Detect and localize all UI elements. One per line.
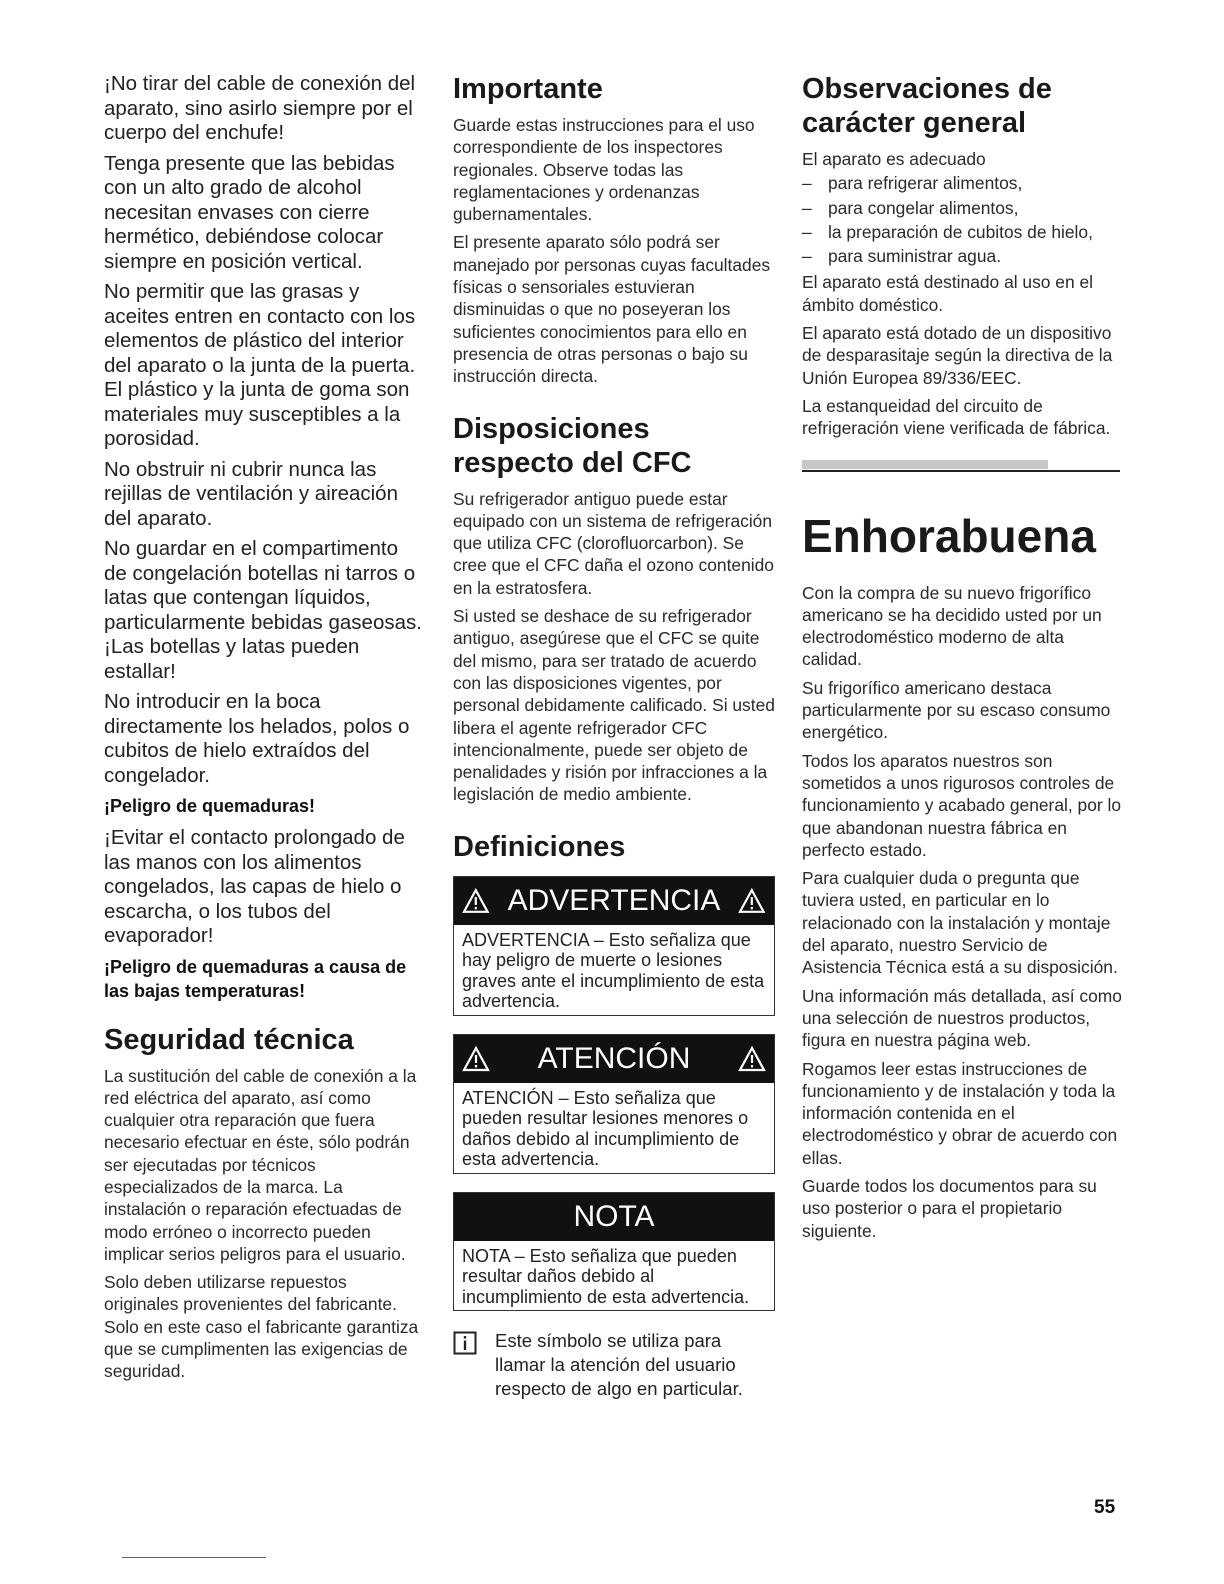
nota-box [453, 1192, 775, 1312]
nota-text: NOTA – Esto señaliza que pueden resultar daños debido al incumplimiento de esta advertencia. [462, 1245, 750, 1307]
paragraph: El presente aparato sólo podrá ser manejado por personas cuyas facultades físicas o sensoriales estuvieran disminuidas o que no poseyeran los suficientes conocimientos para ello en presencia de otras personas o bajo su instrucción directa. [453, 232, 771, 387]
paragraph: El aparato es adecuado [802, 149, 986, 169]
section-heading-definiciones: Definiciones [453, 830, 626, 863]
burn-warning: ¡Peligro de quemaduras! [104, 796, 316, 816]
atencion-text: ATENCIÓN – Esto señaliza que pueden resultar lesiones menores o daños debido al incumplimiento de esta advertencia. [462, 1087, 749, 1170]
nota-title: NOTA [573, 1199, 655, 1233]
column-1 [104, 72, 422, 1389]
info-note [453, 1329, 775, 1401]
paragraph: Guarde todos los documentos para su uso posterior o para el propietario siguiente. [802, 1175, 1097, 1241]
paragraph: ¡Evitar el contacto prolongado de las manos con los alimentos congelados, las capas de hielo o escarcha, o los tubos del evaporador! [104, 826, 405, 947]
warning-triangle-icon [738, 887, 766, 915]
atencion-box [453, 1034, 775, 1174]
paragraph: La sustitución del cable de conexión a la red eléctrica del aparato, así como cualquier otra reparación que fuera necesario efectuar en éste, sólo podrán ser ejecutadas por técnicos especializados de la marca. La instalación o reparación efectuadas de modo erróneo o incorrecto pueden implicar serios peligros para el usuario. [104, 1065, 417, 1264]
paragraph: La estanqueidad del circuito de refrigeración viene verificada de fábrica. [802, 395, 1111, 439]
section-heading-cfc: Disposiciones respecto del CFC [453, 412, 692, 479]
divider-line [802, 470, 1120, 472]
paragraph: Solo deben utilizarse repuestos originales provenientes del fabricante. Solo en este caso el fabricante garantiza que se cumplimenten las exigencias de seguridad. [104, 1272, 419, 1382]
section-heading-importante: Importante [453, 73, 603, 105]
paragraph: Tenga presente que las bebidas con un alto grado de alcohol necesitan envases con cierre hermético, debiéndose colocar siempre en posición vertical. [104, 151, 395, 273]
warning-triangle-icon [462, 887, 490, 915]
paragraph: Guarde estas instrucciones para el uso correspondiente de los inspectores regionales. Observe todas las reglamentaciones y ordenanzas gubernamentales. [453, 115, 755, 225]
advertencia-box [453, 876, 775, 1016]
list-item: – para suministrar agua. [802, 245, 1124, 267]
paragraph: Para cualquier duda o pregunta que tuviera usted, en particular en lo relacionado con la instalación y montaje del aparato, nuestro Servicio de Asistencia Técnica está a su disposición. [802, 868, 1118, 978]
caution-triangle-icon [462, 1045, 490, 1073]
section-heading-observaciones: Observaciones de carácter general [802, 73, 1052, 139]
list-item: – la preparación de cubitos de hielo, [802, 221, 1124, 243]
section-divider [802, 460, 1124, 484]
info-icon [453, 1331, 477, 1355]
page-number: 55 [1094, 1497, 1116, 1518]
info-text: Este símbolo se utiliza para llamar la atención del usuario respecto de algo en particular. [495, 1330, 743, 1400]
paragraph: Todos los aparatos nuestros son sometidos a unos rigurosos controles de funcionamiento y acabado general, por lo que abandonan nuestra fábrica en perfecto estado. [802, 750, 1122, 860]
column-3 [802, 72, 1124, 1248]
advertencia-header [454, 877, 774, 925]
list-item: – para congelar alimentos, [802, 197, 1124, 219]
paragraph: Con la compra de su nuevo frigorífico americano se ha decidido usted por un electrodoméstico moderno de alta calidad. [802, 582, 1102, 670]
nota-header [454, 1193, 774, 1241]
paragraph: No permitir que las grasas y aceites entren en contacto con los elementos de plástico del interior del aparato o la junta de la puerta. El plástico y la junta de goma son materiales muy susceptibles a la porosidad. [104, 280, 416, 450]
paragraph: No guardar en el compartimento de congelación botellas ni tarros o latas que contengan líquidos, particularmente bebidas gaseosas. ¡Las botellas y latas pueden estallar! [104, 537, 422, 683]
atencion-title: ATENCIÓN [537, 1041, 691, 1075]
paragraph: No introducir en la boca directamente los helados, polos o cubitos de hielo extraídos del congelador. [104, 690, 410, 787]
paragraph: El aparato está dotado de un dispositivo de desparasitaje según la directiva de la Unión Europea 89/336/EEC. [802, 323, 1113, 388]
advertencia-text: ADVERTENCIA – Esto señaliza que hay peligro de muerte o lesiones graves ante el incumplimiento de esta advertencia. [462, 929, 765, 1012]
section-heading-seguridad: Seguridad técnica [104, 1023, 354, 1056]
caution-triangle-icon [738, 1045, 766, 1073]
paragraph: Su refrigerador antiguo puede estar equipado con un sistema de refrigeración que utiliza CFC (clorofluorcarbon). Se cree que el CFC daña el ozono contenido en la estratosfera. [453, 488, 774, 598]
paragraph: El aparato está destinado al uso en el ámbito doméstico. [802, 272, 1094, 315]
cold-burn-warning: ¡Peligro de quemaduras a causa de las bajas temperaturas! [104, 956, 407, 1001]
atencion-header [454, 1035, 774, 1083]
list-item: – para refrigerar alimentos, [802, 172, 1124, 194]
bottom-rule [122, 1557, 266, 1558]
advertencia-title: ADVERTENCIA [507, 883, 721, 917]
suitability-list [802, 172, 1124, 267]
paragraph: Su frigorífico americano destaca particularmente por su escaso consumo energético. [802, 677, 1111, 743]
paragraph: Si usted se deshace de su refrigerador antiguo, asegúrese que el CFC se quite del mismo, para ser tratado de acuerdo con las disposiciones vigentes, por personal debidamente calificado. Si usted libera el agente refrigerador CFC intencionalmente, puede ser objeto de penalidades y risión por infracciones a la legislación de medio ambiente. [453, 606, 775, 805]
paragraph: Una información más detallada, así como una selección de nuestros productos, figura en nuestra página web. [802, 985, 1122, 1051]
paragraph: No obstruir ni cubrir nunca las rejillas de ventilación y aireación del aparato. [104, 457, 398, 530]
divider-bar [802, 460, 1048, 469]
section-heading-enhorabuena: Enhorabuena [802, 509, 1096, 562]
column-2 [453, 72, 775, 1401]
paragraph: Rogamos leer estas instrucciones de funcionamiento y de instalación y toda la información contenida en el electrodoméstico y obrar de acuerdo con ellas. [802, 1058, 1118, 1168]
paragraph: ¡No tirar del cable de conexión del aparato, sino asirlo siempre por el cuerpo del enchufe! [104, 72, 416, 144]
